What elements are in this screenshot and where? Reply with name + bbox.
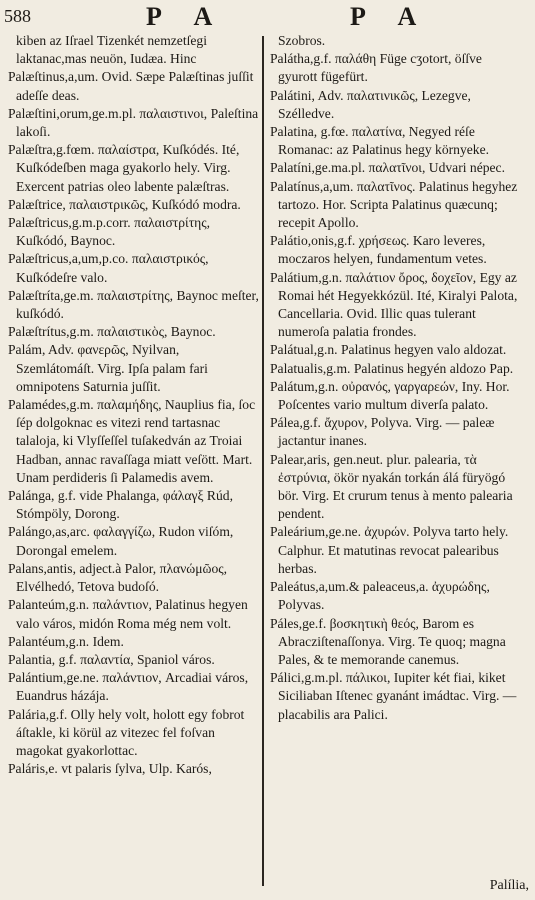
dictionary-entry: Szobros. (278, 33, 326, 48)
dictionary-entry: Palæſtra,g.fœm. παλαίστρα, Kuſkódés. Ité, Kuſkódeſben maga gyakorlo hely. Virg. Exercent patrias oleo labente palæſtras. (8, 142, 240, 194)
dictionary-entry: Palæſtrítus,g.m. παλαιστικὸς, Baynoc. (8, 324, 216, 340)
dictionary-entry: Palatina, g.fœ. παλατίνα, Negyed réſe Romanac: az Palatinus hegy környeke. (270, 124, 490, 158)
dictionary-entry: Palátum,g.n. οὐρανός, γαργαρεών, Iny. Hor. Poſcentes vario multum diverſa palato. (270, 378, 510, 413)
dictionary-entry: Palatínus,a,um. παλατῖνος. Palatinus hegyhez tartozo. Hor. Scripta Palatinus quæcunq; recepit Apollo. (270, 178, 518, 231)
dictionary-entry: Palæſtrice, παλαιστρικῶς, Kuſkódó modra. (8, 196, 241, 212)
dictionary-entry: Palánga, g.f. vide Phalanga, φάλαγξ Rúd, Stómpöly, Dorong. (8, 488, 233, 522)
dictionary-entry: Palantia, g.f. παλαντία, Spaniol város. (8, 651, 215, 667)
catchword: Palília, (489, 878, 529, 893)
dictionary-entry: Pálea,g.f. ἄχυρον, Polyva. Virg. — paleæ jactantur inanes. (270, 415, 495, 449)
dictionary-entry: Palátium,g.n. παλάτιον ὄρος, δοχεῖον, Egy az Romai hét Hegyekkózül. Ité, Kiralyi Palota, Cancellaria. Ovid. Illic quas tulerant numeroſa palatia frondes. (270, 269, 518, 340)
dictionary-entry: Palanteúm,g.n. παλάντιον, Palatinus hegyen valo város, midón Roma még nem volt. (8, 597, 248, 631)
dictionary-entry: kiben az Iſrael Tizenkét nemzetſegi laktanac,mas neuön, Iudæa. Hinc (16, 33, 207, 67)
dictionary-entry: Palám, Adv. φανερῶς, Nyilvan, Szemlátomáſt. Virg. Ipſa palam fari omnipotens Saturnia juſſit. (8, 342, 208, 394)
right-column (270, 32, 522, 724)
dictionary-entry: Palátio,onis,g.f. χρήσεως. Karo leveres, moczaros helyen, fundamentum vetes. (270, 233, 487, 267)
dictionary-entry: Palæſtricus,a,um,p.co. παλαιστρικός, Kuſkódeſre valo. (8, 251, 209, 285)
dictionary-entry: Palantéum,g.n. Idem. (8, 633, 124, 649)
running-head-left: P A (146, 2, 227, 31)
dictionary-entry: Paláris,e. vt palaris ſylva, Ulp. Karós, (8, 761, 212, 777)
dictionary-entry: Palæſtinus,a,um. Ovid. Sæpe Palæſtinas juſſit adeſſe deas. (8, 69, 254, 103)
dictionary-entry: Páles,ge.f. βοσκητικὴ θεός, Barom es Abracziſtenaſſonya. Virg. Te quoq; magna Pales, & te memorande canemus. (270, 615, 506, 667)
dictionary-entry: Palæſtricus,g.m.p.corr. παλαιστρίτης, Kuſkódó, Baynoc. (8, 215, 211, 249)
dictionary-entry: Palamédes,g.m. παλαμήδης, Nauplius fia, ſoc ſép dolgoknac es vitezi rend tartasnac talaloja, ki Vlyſſeſſel tuſakedván az Troiai Hadban, annac ravaſſaga miatt veſött. Mart. Unam perdideris ſi Palamedis avem. (8, 397, 256, 485)
dictionary-entry: Palear,aris, gen.neut. plur. palearia, τὰ ἐστρύνια, ökör nyakán torkán álá füryögó bör. Virg. Et crurum tenus à mento palearia pendent. (270, 451, 513, 522)
dictionary-entry: Paleárium,ge.ne. ἀχυρών. Polyva tarto hely. Calphur. Et matutinas revocat palearibus herbas. (270, 524, 509, 576)
dictionary-entry: Paleátus,a,um.& paleaceus,a. ἀχυρώδης, Polyvas. (270, 579, 490, 613)
page-number: 588 (4, 6, 31, 26)
left-column (8, 32, 260, 778)
dictionary-entry: Palæſtríta,ge.m. παλαιστρίτης, Baynoc meſter, kuſkódó. (8, 287, 259, 322)
dictionary-entry: Pálici,g.m.pl. πάλικοι, Iupiter két fiai, kiket Siciliaban Iſtenec gyanánt imádtac. Virg. — placabilis ara Palici. (270, 670, 517, 722)
dictionary-entry: Palária,g.f. Olly hely volt, holott egy fobrot áſtakle, ki körül az vitezec fel foſvan magokat gyakorlottac. (8, 706, 245, 758)
page-header (0, 4, 535, 34)
dictionary-entry: Palatualis,g.m. Palatinus hegyén aldozo Pap. (270, 360, 514, 376)
dictionary-entry: Palæſtini,orum,ge.m.pl. παλαιστινοι, Paleſtina lakoſi. (8, 105, 259, 140)
running-head-right: P A (350, 2, 431, 31)
dictionary-entry: Palángo,as,arc. φαλαγγίζω, Rudon viſóm, Dorongal emelem. (8, 524, 234, 558)
dictionary-entry: Palátual,g.n. Palatinus hegyen valo aldozat. (270, 342, 507, 358)
dictionary-entry: Palans,antis, adject.à Palor, πλανώμῶος, Elvélhedó, Tetova budoſó. (8, 560, 228, 595)
dictionary-entry: Palátini, Adv. παλατινικῶς, Lezegve, Szélledve. (270, 87, 471, 121)
column-divider (262, 36, 264, 886)
dictionary-entry: Palatíni,ge.ma.pl. παλατῖνοι, Udvari népec. (270, 160, 505, 176)
dictionary-entry: Palántium,ge.ne. παλάντιον, Arcadiai város, Euandrus házája. (8, 670, 249, 704)
dictionary-entry: Palátha,g.f. παλάθη Füge cʒotort, öſſve gyurott fügefürt. (270, 51, 482, 85)
